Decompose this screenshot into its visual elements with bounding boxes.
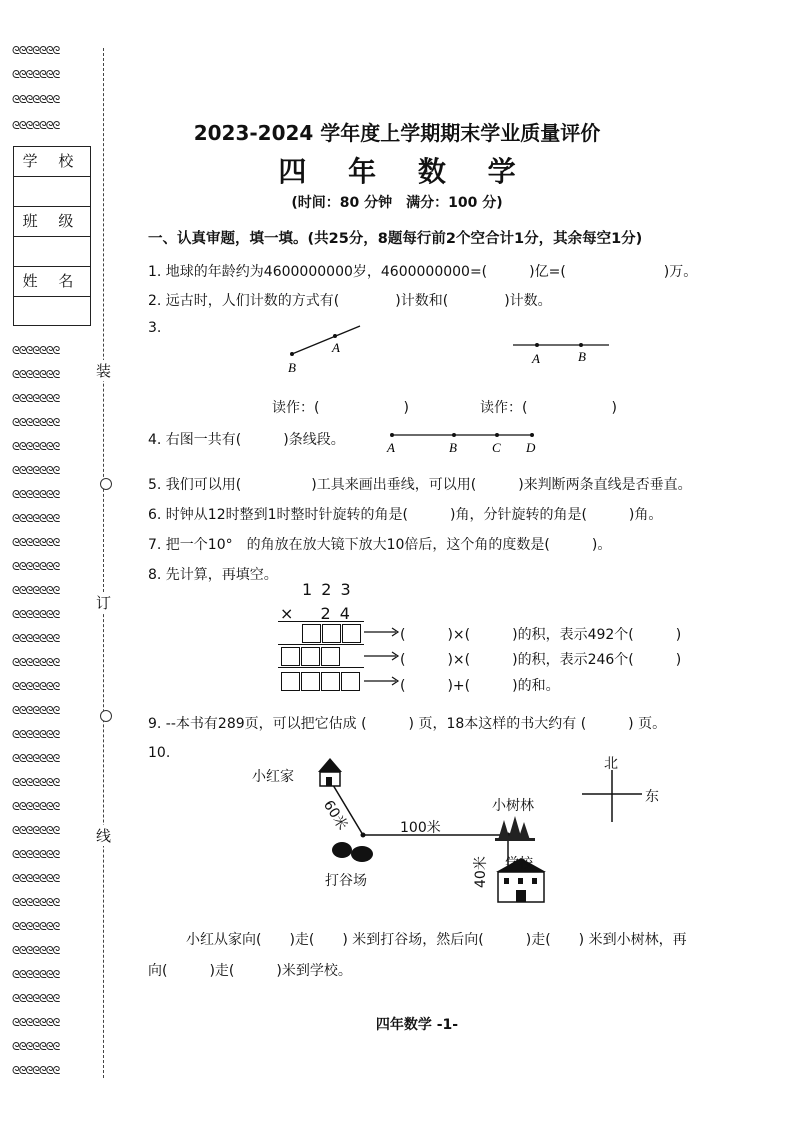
border-ornament: ᘓᘓᘓᘓᘓᘓᘓ	[12, 824, 60, 837]
vertical-rule	[278, 667, 364, 668]
border-ornament: ᘓᘓᘓᘓᘓᘓᘓ	[12, 1016, 60, 1029]
border-ornament: ᘓᘓᘓᘓᘓᘓᘓ	[12, 776, 60, 789]
point-d	[530, 433, 534, 437]
section-heading: 一、认真审题，填一填。(共25分，8题每行前2个空合计1分，其余每空1分)	[148, 231, 643, 247]
border-ornament: ᘓᘓᘓᘓᘓᘓᘓ	[12, 848, 60, 861]
question-1: 1. 地球的年龄约为4600000000岁，4600000000=( )亿=( )万。	[148, 264, 698, 280]
question-4: 4. 右图一共有( )条线段。	[148, 432, 345, 448]
answer-boxes-row-2[interactable]	[281, 646, 341, 666]
name-label: 姓 名	[22, 272, 82, 290]
border-ornament: ᘓᘓᘓᘓᘓᘓᘓ	[12, 608, 60, 621]
border-ornament: ᘓᘓᘓᘓᘓᘓᘓ	[12, 368, 60, 381]
exam-meta: (时间：80 分钟 满分：100 分)	[291, 195, 503, 211]
point-b	[290, 352, 294, 356]
border-ornament: ᘓᘓᘓᘓᘓᘓᘓ	[12, 392, 60, 405]
question-2: 2. 远古时，人们计数的方式有( )计数和( )计数。	[148, 293, 552, 309]
route-map	[240, 750, 670, 920]
point-a	[333, 334, 337, 338]
border-ornament: ᘓᘓᘓᘓᘓᘓᘓ	[12, 920, 60, 933]
point-a	[535, 343, 539, 347]
distance-60-label: 60米	[319, 797, 351, 834]
class-row	[14, 207, 90, 267]
multiplicand: 1 2 3	[302, 580, 353, 599]
label-d: D	[526, 440, 536, 455]
border-ornament: ᘓᘓᘓᘓᘓᘓᘓ	[12, 119, 60, 132]
multiplier: × 2 4	[280, 604, 352, 623]
subject-title: 四 年 数 学	[278, 155, 532, 188]
border-ornament: ᘓᘓᘓᘓᘓᘓᘓ	[12, 800, 60, 813]
distance-40-label: 40米	[473, 856, 489, 888]
point-c	[495, 433, 499, 437]
class-label: 班 级	[22, 212, 82, 230]
label-a: A	[532, 351, 540, 366]
arrow-icon	[364, 650, 400, 662]
label-b: B	[449, 440, 457, 455]
border-ornament: ᘓᘓᘓᘓᘓᘓᘓ	[12, 68, 60, 81]
border-ornament: ᘓᘓᘓᘓᘓᘓᘓ	[12, 93, 60, 106]
point-a	[390, 433, 394, 437]
arrow-icon	[364, 675, 400, 687]
q8-row-3-text: ( )+( )的和。	[400, 678, 560, 694]
border-ornament: ᘓᘓᘓᘓᘓᘓᘓ	[12, 992, 60, 1005]
question-8: 8. 先计算，再填空。	[148, 567, 278, 583]
grove-label: 小树林	[492, 798, 534, 814]
point-b	[452, 433, 456, 437]
point-b	[579, 343, 583, 347]
border-ornament: ᘓᘓᘓᘓᘓᘓᘓ	[12, 416, 60, 429]
border-ornament: ᘓᘓᘓᘓᘓᘓᘓ	[12, 464, 60, 477]
border-ornament: ᘓᘓᘓᘓᘓᘓᘓ	[12, 440, 60, 453]
border-ornament: ᘓᘓᘓᘓᘓᘓᘓ	[12, 944, 60, 957]
border-ornament: ᘓᘓᘓᘓᘓᘓᘓ	[12, 488, 60, 501]
binding-char-zhuang: 装	[96, 362, 112, 380]
binding-hole	[100, 478, 112, 490]
vertical-rule	[278, 644, 364, 645]
haystack-icon	[332, 842, 373, 862]
answer-boxes-row-3[interactable]	[281, 671, 361, 691]
ray-figure-2	[505, 335, 625, 375]
segment-figure	[380, 427, 550, 457]
home-label: 小红家	[252, 769, 294, 785]
q8-row-2-text: ( )×( )的积，表示246个( )	[400, 652, 682, 668]
border-ornament: ᘓᘓᘓᘓᘓᘓᘓ	[12, 1064, 60, 1077]
border-ornament: ᘓᘓᘓᘓᘓᘓᘓ	[12, 632, 60, 645]
north-label: 北	[604, 756, 618, 772]
read-answer-1[interactable]: 读作：( )	[272, 400, 409, 416]
east-label: 东	[645, 789, 659, 805]
question-5: 5. 我们可以用( )工具来画出垂线，可以用( )来判断两条直线是否垂直。	[148, 477, 692, 493]
question-10-line-2: 向( )走( )米到学校。	[148, 963, 352, 979]
border-ornament: ᘓᘓᘓᘓᘓᘓᘓ	[12, 584, 60, 597]
question-7: 7. 把一个10° 的角放在放大镜下放大10倍后，这个角的度数是( )。	[148, 537, 612, 553]
threshing-label: 打谷场	[325, 873, 367, 889]
name-field[interactable]	[14, 296, 90, 297]
school-label: 学 校	[22, 152, 82, 170]
border-ornament: ᘓᘓᘓᘓᘓᘓᘓ	[12, 680, 60, 693]
page-footer: 四年数学 -1-	[375, 1017, 459, 1033]
label-b: B	[288, 360, 296, 375]
vertical-rule	[278, 621, 364, 622]
question-3-number: 3.	[148, 320, 162, 336]
binding-hole	[100, 710, 112, 722]
threshing-point	[361, 833, 366, 838]
border-ornament: ᘓᘓᘓᘓᘓᘓᘓ	[12, 872, 60, 885]
border-ornament: ᘓᘓᘓᘓᘓᘓᘓ	[12, 560, 60, 573]
border-ornament: ᘓᘓᘓᘓᘓᘓᘓ	[12, 1040, 60, 1053]
name-row	[14, 267, 90, 326]
border-ornament: ᘓᘓᘓᘓᘓᘓᘓ	[12, 536, 60, 549]
border-ornament: ᘓᘓᘓᘓᘓᘓᘓ	[12, 512, 60, 525]
answer-boxes-row-1[interactable]	[302, 623, 362, 643]
class-field[interactable]	[14, 236, 90, 237]
school-label: 学校	[505, 856, 533, 872]
label-b: B	[578, 349, 586, 364]
border-ornament: ᘓᘓᘓᘓᘓᘓᘓ	[12, 704, 60, 717]
binding-char-ding: 订	[96, 594, 112, 612]
compass-icon	[582, 770, 642, 822]
house-icon	[318, 758, 342, 786]
border-ornament: ᘓᘓᘓᘓᘓᘓᘓ	[12, 44, 60, 57]
binding-char-xian: 线	[96, 827, 112, 845]
border-ornament: ᘓᘓᘓᘓᘓᘓᘓ	[12, 656, 60, 669]
border-ornament: ᘓᘓᘓᘓᘓᘓᘓ	[12, 968, 60, 981]
question-6: 6. 时钟从12时整到1时整时针旋转的角是( )角，分针旋转的角是( )角。	[148, 507, 663, 523]
exam-title: 2023-2024 学年度上学期期末学业质量评价	[193, 121, 601, 145]
question-10-line-1: 小红从家向( )走( ) 米到打谷场，然后向( )走( ) 米到小树林，再	[186, 932, 687, 948]
border-ornament: ᘓᘓᘓᘓᘓᘓᘓ	[12, 344, 60, 357]
border-ornament: ᘓᘓᘓᘓᘓᘓᘓ	[12, 728, 60, 741]
border-ornament: ᘓᘓᘓᘓᘓᘓᘓ	[12, 896, 60, 909]
question-10-number: 10.	[148, 745, 171, 761]
ray-figure-1	[280, 318, 400, 378]
label-c: C	[492, 440, 501, 455]
border-ornament: ᘓᘓᘓᘓᘓᘓᘓ	[12, 752, 60, 765]
label-a: A	[387, 440, 395, 455]
label-a: A	[332, 340, 340, 355]
ray-line	[292, 326, 360, 354]
q8-row-1-text: ( )×( )的积，表示492个( )	[400, 627, 682, 643]
question-9: 9. --本书有289页，可以把它估成 ( ) 页，18本这样的书大约有 ( ) 页。	[148, 716, 667, 732]
read-answer-2[interactable]: 读作：( )	[480, 400, 617, 416]
distance-100-label: 100米	[400, 820, 441, 836]
arrow-icon	[364, 626, 400, 638]
tree-icon	[495, 816, 535, 841]
